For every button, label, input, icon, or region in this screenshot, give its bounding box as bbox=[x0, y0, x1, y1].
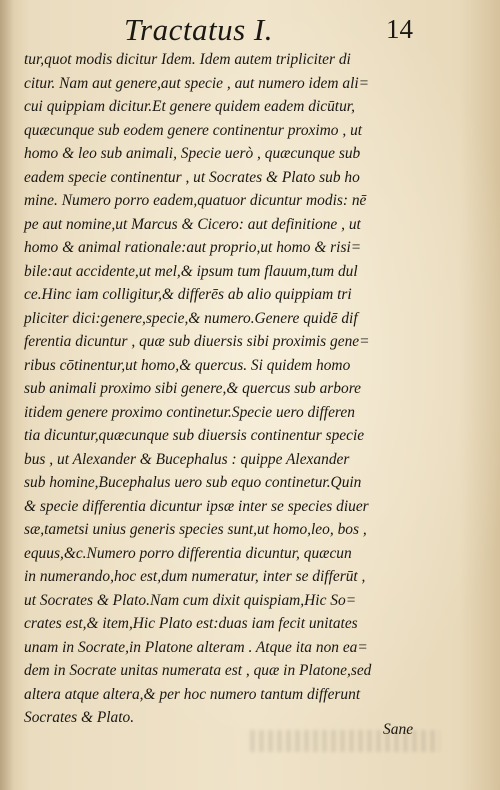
text-line: altera atque altera,& per hoc numero tantum differunt bbox=[24, 685, 361, 703]
text-line: ce.Hinc iam colligitur,& differēs ab alio quippiam tri bbox=[24, 286, 352, 303]
text-line: cui quippiam dicitur.Et genere quidem eadem dicūtur, bbox=[24, 98, 355, 115]
text-line: ut Socrates & Plato.Nam cum dixit quispiam,Hic So= bbox=[24, 591, 357, 609]
text-line: citur. Nam aut genere,aut specie , aut numero idem ali= bbox=[24, 74, 370, 92]
gutter-shadow bbox=[0, 0, 14, 790]
text-line: pliciter dici:genere,specie,& numero.Genere quidē dif bbox=[24, 309, 358, 327]
text-block bbox=[24, 48, 424, 730]
text-line: sæ,tametsi unius generis species sunt,ut homo,leo, bos , bbox=[24, 521, 367, 538]
text-line: ferentia dicuntur , quæ sub diuersis sibi proximis gene= bbox=[24, 333, 370, 350]
text-line: sub animali proximo sibi genere,& quercus sub arbore bbox=[24, 380, 361, 397]
text-line: bus , ut Alexander & Bucephalus : quippe Alexander bbox=[24, 450, 350, 468]
text-line: ribus cōtinentur,ut homo,& quercus. Si quidem homo bbox=[24, 356, 351, 374]
text-line: equus,&c.Numero porro differentia dicuntur, quæcun bbox=[24, 544, 352, 562]
text-line: quæcunque sub eodem genere continentur proximo , ut bbox=[24, 121, 363, 139]
text-line: crates est,& item,Hic Plato est:duas iam fecit unitates bbox=[24, 615, 358, 632]
text-line: dem in Socrate unitas numerata est , quæ in Platone,sed bbox=[24, 662, 372, 679]
text-line: in numerando,hoc est,dum numeratur, inter se differūt , bbox=[24, 568, 366, 585]
text-line: Socrates & Plato. bbox=[24, 709, 135, 726]
text-line: homo & leo sub animali, Specie uerò , quæcunque sub bbox=[24, 145, 361, 162]
text-line: & specie differentia dicuntur ipsæ inter se species diuer bbox=[24, 497, 369, 515]
text-line: tia dicuntur,quæcunque sub diuersis continentur specie bbox=[24, 427, 365, 444]
text-line: mine. Numero porro eadem,quatuor dicuntur modis: nē bbox=[24, 192, 367, 209]
text-line: sub homine,Bucephalus uero sub equo continetur.Quin bbox=[24, 474, 362, 491]
text-line: eadem specie continentur , ut Socrates & Plato sub ho bbox=[24, 168, 360, 186]
text-line: bile:aut accidente,ut mel,& ipsum tum flauum,tum dul bbox=[24, 262, 358, 280]
text-line: unam in Socrate,in Platone alteram . Atque ita non ea= bbox=[24, 638, 368, 656]
text-line: homo & animal rationale:aut proprio,ut homo & risi= bbox=[24, 239, 362, 256]
text-line: tur,quot modis dicitur Idem. Idem autem tripliciter di bbox=[24, 51, 351, 68]
running-head: Tractatus I. bbox=[124, 12, 273, 47]
page-header bbox=[0, 8, 500, 48]
text-line: itidem genere proximo continetur.Specie uero differen bbox=[24, 403, 355, 421]
catchword: Sane bbox=[383, 721, 414, 738]
text-line: pe aut nomine,ut Marcus & Cicero: aut definitione , ut bbox=[24, 215, 361, 233]
folio-number: 14 bbox=[386, 14, 413, 44]
